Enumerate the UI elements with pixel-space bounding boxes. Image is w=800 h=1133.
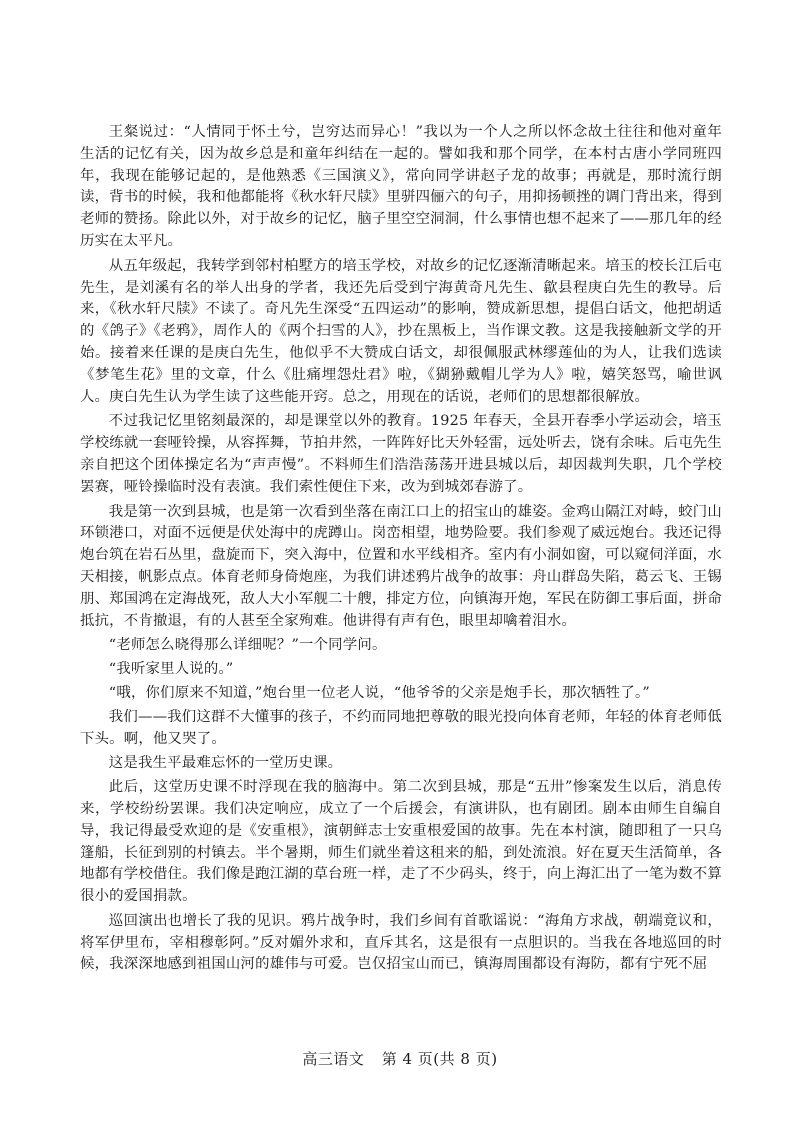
paragraph-10: 此后，这堂历史课不时浮现在我的脑海中。第二次到县城，那是“五卅”惨案发生以后，消息传来，学校纷纷罢课。我们决定响应，成立了一个后援会，有演讲队，也有剧团。剧本由师生自编自导，我记得最受欢迎的是《安重根》，演朝鲜志士安重根爱国的故事。先在本村演，随即租了一只乌篷船，长征到别的村镇去。半个暑期，师生们就坐着这租来的船，到处流浪。好在夏天生活简单，各地都有学校借住。我们像是跑江湖的草台班一样，走了不少码头，终于，向上海汇出了一笔为数不算很小的爱国捐款。 [80, 779, 722, 905]
paragraph-6: “我听家里人说的。” [108, 661, 234, 678]
paragraph-5: “老师怎么晓得那么详细呢？”一个同学问。 [108, 637, 387, 654]
footer-subject: 高三语文 [302, 1050, 365, 1068]
paragraph-11: 巡回演出也增长了我的见识。鸦片战争时，我们乡间有首歌谣说：“海角方求战，朝端竟议和，将军伊里布，宰相穆彰阿。”反对媚外求和，直斥其名，这是很有一点胆识的。当我在各地巡回的时候，我深深地感到祖国山河的雄伟与可爱。岂仅招宝山而已，镇海周围都设有海防，都有宁死不屈 [80, 912, 722, 973]
paragraph-9: 这是我生平最难忘怀的一堂历史课。 [108, 755, 343, 772]
article-body [80, 122, 722, 979]
paragraph-8: 我们——我们这群不大懂事的孩子，不约而同地把尊敬的眼光投向体育老师，年轻的体育老师低下头。啊，他又哭了。 [80, 708, 722, 747]
footer-page-number: 第 4 页(共 8 页) [381, 1050, 498, 1068]
page-footer [0, 1048, 800, 1069]
paragraph-7: “哦，你们原来不知道，”炮台里一位老人说，“他爷爷的父亲是炮手长，那次牺牲了。” [108, 684, 650, 701]
paragraph-1: 王粲说过：“人情同于怀土兮，岂穷达而异心！”我以为一个人之所以怀念故土往往和他对童年生活的记忆有关，因为故乡总是和童年纠结在一起的。譬如我和那个同学，在本村古唐小学同班四年，我现在能够记起的，是他熟悉《三国演义》，常向同学讲赵子龙的故事；再就是，那时流行朗读，背书的时候，我和他都能将《秋水轩尺牍》里骈四俪六的句子，用抑扬顿挫的调门背出来，得到老师的赞扬。除此以外，对于故乡的记忆，脑子里空空洞洞，什么事情也想不起来了——那几年的经历实在太平凡。 [80, 124, 722, 249]
paragraph-2: 从五年级起，我转学到邻村柏墅方的培玉学校，对故乡的记忆逐渐清晰起来。培玉的校长江后屯先生，是刘溪有名的举人出身的学者，我还先后受到宁海黄奇凡先生、歙县程庚白先生的教导。后来，《秋水轩尺牍》不读了。奇凡先生深受“五四运动”的影响，赞成新思想，提倡白话文，他把胡适的《鸽子》《老鸦》，周作人的《两个扫雪的人》，抄在黑板上，当作课文教。这是我接触新文学的开始。接着来任课的是庚白先生，他似乎不大赞成白话文，却很佩服武林缪莲仙的为人，让我们选读《梦笔生花》里的文章，什么《肚痛埋怨灶君》啦，《猢狲戴帽儿学为人》啦，嬉笑怒骂，喻世讽人。庚白先生认为学生读了这些能开窍。总之，用现在的话说，老师们的思想都很解放。 [80, 257, 722, 405]
paragraph-3: 不过我记忆里铭刻最深的，却是课堂以外的教育。1925 年春天，全县开春季小学运动会，培玉学校练就一套哑铃操，从容挥舞，节拍井然，一阵阵好比天外轻雷，远处听去，饶有余味。后屯先生亲自把这个团体操定名为“声声慢”。不料师生们浩浩荡荡开进县城以后，却因裁判失职，几个学校罢赛，哑铃操临时没有表演。我们索性便住下来，改为到城郊春游了。 [80, 413, 722, 495]
paragraph-4: 我是第一次到县城，也是第一次看到坐落在南江口上的招宝山的雄姿。金鸡山隔江对峙，蛟门山环锁港口，对面不远便是伏处海中的虎蹲山。岗峦相望，地势险要。我们参观了威远炮台。我还记得炮台筑在岩石丛里，盘旋而下，突入海中，位置和水平线相齐。室内有小洞如窗，可以窥伺洋面，水天相接，帆影点点。体育老师身倚炮座，为我们讲述鸦片战争的故事：舟山群岛失陷，葛云飞、王锡朋、郑国鸿在定海战死，敌人大小军舰二十艘，排定方位，向镇海开炮，军民在防御工事后面，拼命抵抗，不肯撤退，有的人甚至全家殉难。他讲得有声有色，眼里却噙着泪水。 [80, 503, 722, 629]
